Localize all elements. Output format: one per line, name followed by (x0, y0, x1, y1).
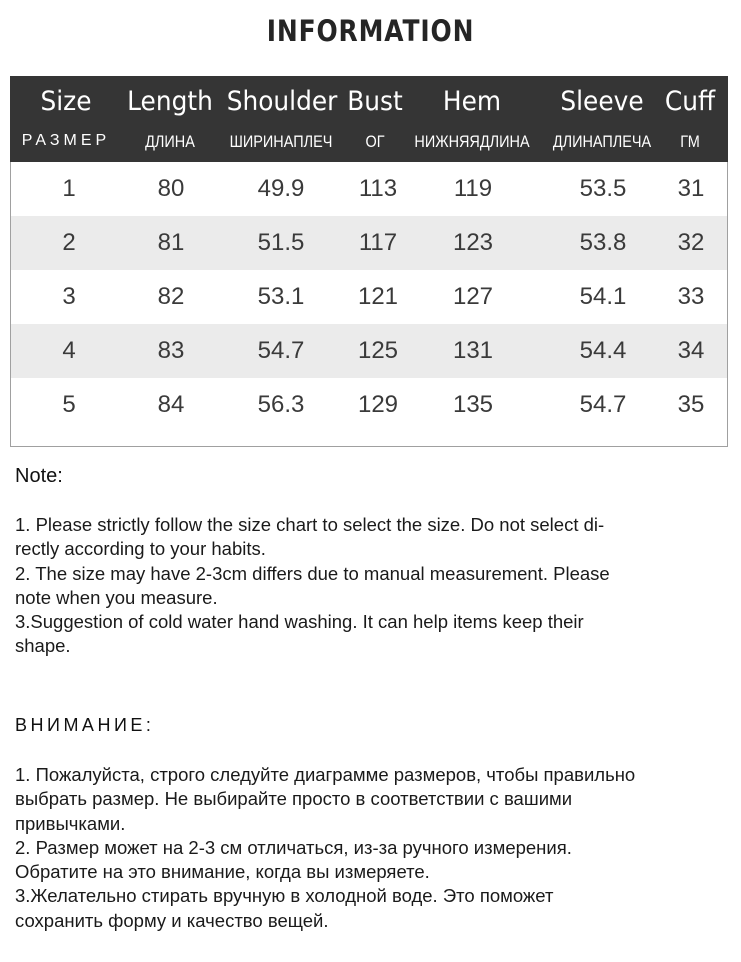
cell-hem: 119 (453, 175, 493, 202)
page-title: INFORMATION (266, 14, 475, 48)
header-length-ru: ДЛИНА (145, 132, 195, 151)
table-row (11, 216, 727, 270)
header-cuff-ru: ГМ (680, 132, 700, 151)
cell-length: 84 (157, 391, 185, 418)
cell-length: 80 (157, 175, 185, 202)
cell-shoulder: 54.7 (257, 337, 305, 364)
note-line: выбрать размер. Не выбирайте просто в соответствии с вашими (15, 788, 573, 810)
cell-shoulder: 51.5 (257, 229, 305, 256)
cell-bust: 113 (358, 175, 398, 202)
note-line: 1. Please strictly follow the size chart to select the size. Do not select di- (15, 514, 605, 535)
header-shoulder: Shoulder (226, 86, 338, 117)
note-line: 1. Пожалуйста, строго следуйте диаграмме размеров, чтобы правильно (15, 764, 636, 785)
cell-size: 2 (62, 229, 76, 256)
table-row (11, 324, 727, 378)
note-line: 3.Желательно стирать вручную в холодной воде. Это поможет (15, 885, 554, 907)
header-sleeve: Sleeve (560, 86, 644, 117)
cell-sleeve: 53.8 (579, 229, 627, 256)
note-line: 2. The size may have 2-3cm differs due to manual measurement. Please (15, 562, 610, 584)
cell-bust: 121 (357, 283, 399, 310)
header-sleeve-ru: ДЛИНАПЛЕЧА (552, 132, 652, 151)
cell-sleeve: 54.7 (579, 391, 627, 418)
cell-cuff: 31 (677, 175, 705, 202)
note-heading-ru: ВНИМАНИЕ: (15, 715, 155, 735)
size-chart-table (10, 76, 728, 447)
cell-shoulder: 56.3 (257, 391, 305, 418)
cell-bust: 125 (357, 337, 399, 364)
note-body-en (15, 513, 715, 659)
table-row (11, 378, 727, 432)
cell-cuff: 33 (677, 283, 705, 310)
cell-hem: 135 (452, 391, 494, 418)
header-shoulder-ru: ШИРИНАПЛЕЧ (229, 132, 333, 151)
cell-shoulder: 49.9 (257, 175, 305, 202)
header-hem-ru: НИЖНЯЯДЛИНА (414, 132, 530, 151)
cell-hem: 127 (452, 283, 494, 310)
note-line: rectly according to your habits. (15, 538, 266, 560)
note-line: shape. (15, 635, 71, 657)
note-body-ru (15, 763, 715, 933)
table-header (10, 76, 728, 162)
cell-hem: 131 (452, 337, 494, 364)
table-row (11, 162, 727, 216)
note-line: note when you measure. (15, 586, 218, 608)
note-line: привычками. (15, 812, 126, 834)
header-hem: Hem (442, 86, 502, 117)
note-line: сохранить форму и качество вещей. (15, 909, 329, 931)
cell-bust: 117 (358, 229, 398, 256)
header-bust-ru: ОГ (365, 132, 385, 151)
cell-sleeve: 53.5 (579, 175, 627, 202)
cell-length: 82 (157, 283, 185, 310)
note-line: 2. Размер может на 2-3 см отличаться, из-за ручного измерения. (15, 836, 572, 858)
cell-cuff: 35 (677, 391, 705, 418)
cell-size: 4 (62, 337, 76, 364)
cell-shoulder: 53.1 (257, 283, 305, 310)
cell-sleeve: 54.1 (579, 283, 627, 310)
note-line: 3.Suggestion of cold water hand washing. It can help items keep their (15, 611, 584, 633)
cell-size: 5 (62, 391, 76, 418)
table-row (11, 270, 727, 324)
header-size: Size (40, 86, 92, 117)
cell-length: 81 (157, 229, 185, 256)
cell-size: 1 (62, 175, 76, 202)
header-length: Length (127, 86, 213, 117)
header-size-ru: РАЗМЕР (21, 132, 111, 149)
note-heading-en: Note: (15, 465, 63, 487)
cell-bust: 129 (357, 391, 399, 418)
cell-length: 83 (157, 337, 185, 364)
header-bust: Bust (347, 86, 403, 117)
cell-cuff: 32 (677, 229, 705, 256)
note-line: Обратите на это внимание, когда вы измеряете. (15, 861, 430, 883)
cell-cuff: 34 (677, 337, 705, 364)
cell-sleeve: 54.4 (579, 337, 627, 364)
cell-size: 3 (62, 283, 76, 310)
header-cuff: Cuff (664, 86, 716, 117)
cell-hem: 123 (452, 229, 494, 256)
